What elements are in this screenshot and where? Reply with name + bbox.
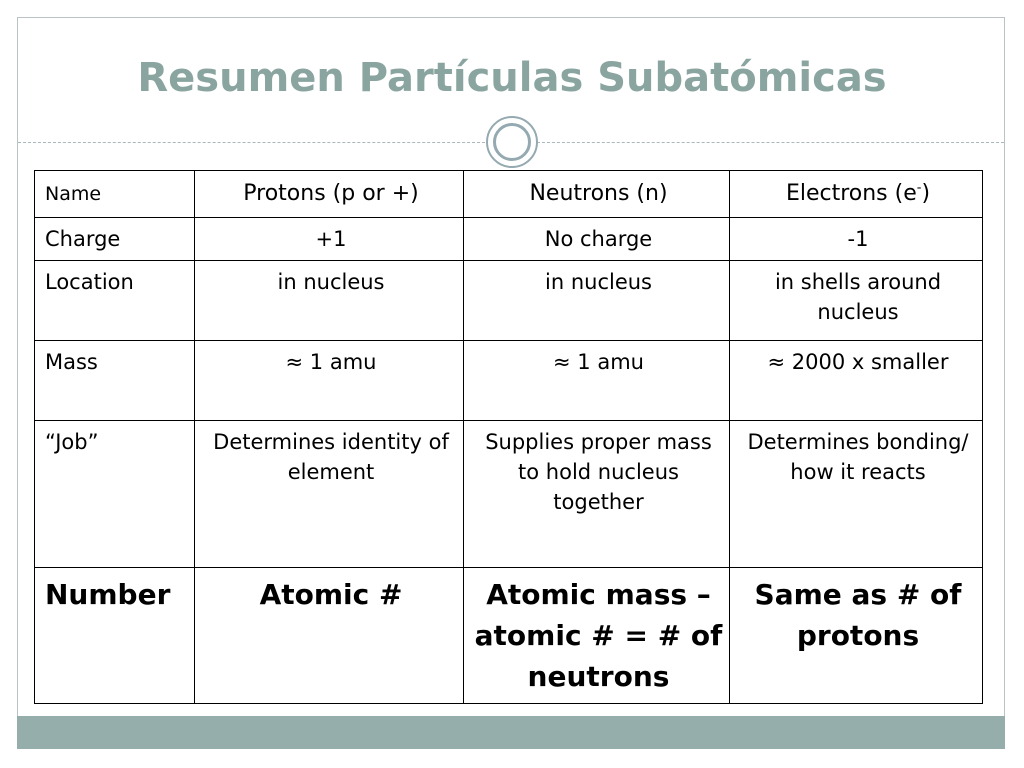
header-name-cell: Name <box>35 171 195 218</box>
particle-summary-table <box>34 170 983 704</box>
header-electrons-superscript: - <box>916 180 922 196</box>
header-neutrons-cell: Neutrons (n) <box>464 171 730 218</box>
row-label-cell: Location <box>35 261 195 341</box>
table-header-row <box>35 171 983 218</box>
header-electrons-close: ) <box>921 181 931 206</box>
table-row-location <box>35 261 983 341</box>
neutrons-cell: Atomic mass – atomic # = # of neutrons <box>464 568 730 704</box>
neutrons-cell: No charge <box>464 218 730 261</box>
protons-cell: +1 <box>195 218 464 261</box>
row-label-cell: “Job” <box>35 421 195 568</box>
row-label-cell: Number <box>35 568 195 704</box>
electrons-cell: Same as # of protons <box>730 568 983 704</box>
protons-cell: ≈ 1 amu <box>195 341 464 421</box>
table-row-job <box>35 421 983 568</box>
electrons-cell: Determines bonding/ how it reacts <box>730 421 983 568</box>
electrons-cell: in shells around nucleus <box>730 261 983 341</box>
protons-cell: Atomic # <box>195 568 464 704</box>
row-label-cell: Mass <box>35 341 195 421</box>
ring-ornament-icon <box>486 116 538 168</box>
table-row-mass <box>35 341 983 421</box>
table-row-number <box>35 568 983 704</box>
neutrons-cell: ≈ 1 amu <box>464 341 730 421</box>
header-electrons-text: Electrons (e <box>785 181 917 206</box>
footer-bar <box>17 716 1005 749</box>
slide-title: Resumen Partículas Subatómicas <box>137 55 887 101</box>
electrons-cell: -1 <box>730 218 983 261</box>
protons-cell: in nucleus <box>195 261 464 341</box>
header-protons-cell: Protons (p or +) <box>195 171 464 218</box>
protons-cell: Determines identity of element <box>195 421 464 568</box>
neutrons-cell: Supplies proper mass to hold nucleus together <box>464 421 730 568</box>
electrons-cell: ≈ 2000 x smaller <box>730 341 983 421</box>
neutrons-cell: in nucleus <box>464 261 730 341</box>
table-row-charge <box>35 218 983 261</box>
row-label-cell: Charge <box>35 218 195 261</box>
header-electrons-cell <box>730 171 983 218</box>
